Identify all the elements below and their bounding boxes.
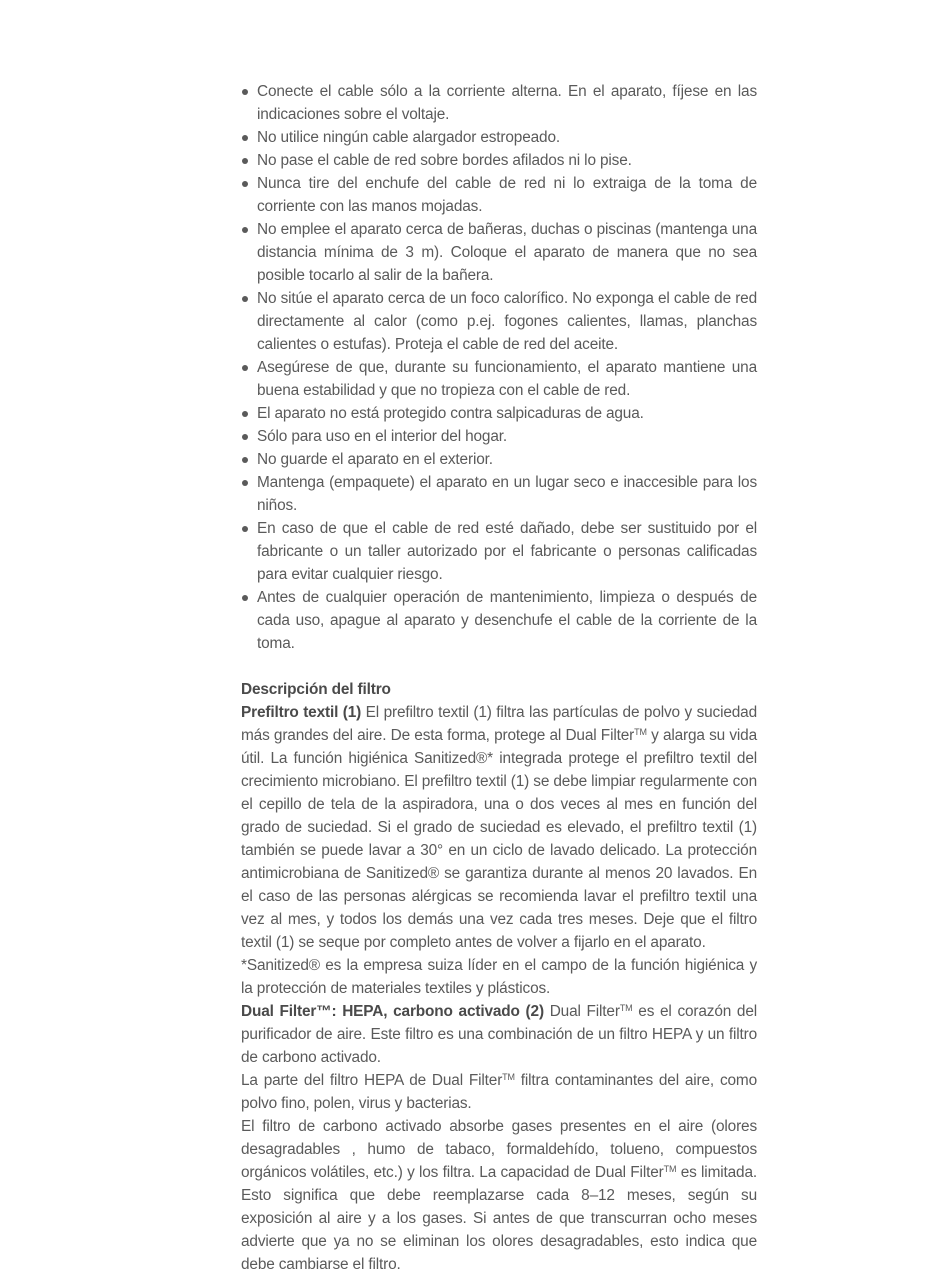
safety-instructions-list xyxy=(241,80,757,655)
list-item: Nunca tire del enchufe del cable de red ni lo extraiga de la toma de corriente con las manos mojadas. xyxy=(241,172,757,218)
list-item: En caso de que el cable de red esté dañado, debe ser sustituido por el fabricante o un taller autorizado por el fabricante o personas calificadas para evitar cualquier riesgo. xyxy=(241,517,757,586)
list-item: El aparato no está protegido contra salpicaduras de agua. xyxy=(241,402,757,425)
section-title: Descripción del filtro xyxy=(241,681,391,698)
list-item: Mantenga (empaquete) el aparato en un lugar seco e inaccesible para los niños. xyxy=(241,471,757,517)
carbon-paragraph xyxy=(241,1115,757,1276)
list-item: No pase el cable de red sobre bordes afilados ni lo pise. xyxy=(241,149,757,172)
trademark-mark: TM xyxy=(634,727,647,737)
carbon-text-b: es limitada. Esto significa que debe reemplazarse cada 8–12 meses, según su exposición al aire y a los gases. Si antes de que transcurran ocho meses advierte que ya no se eliminan los olores desagradables, esto indica que debe cambiarse el filtro. xyxy=(241,1164,757,1273)
section-spacer xyxy=(241,655,757,678)
list-item: Asegúrese de que, durante su funcionamiento, el aparato mantiene una buena estabilidad y que no tropieza con el cable de red. xyxy=(241,356,757,402)
manual-page xyxy=(241,80,757,1276)
prefilter-text-a: El prefiltro textil (1) filtra las partículas de polvo y suciedad más grandes del aire. De esta forma, protege al Dual Filter xyxy=(241,704,757,744)
list-item: No sitúe el aparato cerca de un foco calorífico. No exponga el cable de red directamente al calor (como p.ej. fogones calientes, llamas, planchas calientes o estufas). Proteja el cable de red del aceite. xyxy=(241,287,757,356)
list-item: Conecte el cable sólo a la corriente alterna. En el aparato, fíjese en las indicaciones sobre el voltaje. xyxy=(241,80,757,126)
list-item: No emplee el aparato cerca de bañeras, duchas o piscinas (mantenga una distancia mínima de 3 m). Coloque el aparato de manera que no sea posible tocarlo al salir de la bañera. xyxy=(241,218,757,287)
trademark-mark: TM xyxy=(663,1164,677,1174)
prefilter-paragraph xyxy=(241,701,757,954)
list-item: No guarde el aparato en el exterior. xyxy=(241,448,757,471)
carbon-text-a: El filtro de carbono activado absorbe gases presentes en el aire (olores desagradables , humo de tabaco, formaldehído, tolueno, compuestos orgánicos volátiles, etc.) y los filtra. La capacidad de Dual Filter xyxy=(241,1118,757,1181)
trademark-mark: TM xyxy=(619,1003,633,1013)
hepa-paragraph xyxy=(241,1069,757,1115)
footnote-paragraph: *Sanitized® es la empresa suiza líder en el campo de la función higiénica y la protección de materiales textiles y plásticos. xyxy=(241,957,757,997)
dual-filter-text-a: Dual Filter xyxy=(543,1003,620,1020)
dual-filter-heading: Dual Filter™: HEPA, carbono activado (2) xyxy=(241,1003,544,1020)
hepa-text-a: La parte del filtro HEPA de Dual Filter xyxy=(241,1072,503,1089)
prefilter-heading: Prefiltro textil (1) xyxy=(241,704,362,721)
dual-filter-text-b: es el corazón del purificador de aire. Este filtro es una combinación de un filtro HEPA y un filtro de carbono activado. xyxy=(241,1003,758,1066)
prefilter-text-b: y alarga su vida útil. La función higiénica Sanitized®* integrada protege el prefiltro textil del crecimiento microbiano. El prefiltro textil (1) se debe limpiar regularmente con el cepillo de tela de la aspiradora, una o dos veces al mes en función del grado de suciedad. Si el grado de suciedad es elevado, el prefiltro textil (1) también se puede lavar a 30° en un ciclo de lavado delicado. La protección antimicrobiana de Sanitized® se garantiza durante al menos 20 lavados. En el caso de las personas alérgicas se recomienda lavar el prefiltro textil una vez al mes, y todos los demás una vez cada tres meses. Deje que el filtro textil (1) se seque por completo antes de volver a fijarlo en el aparato. xyxy=(241,727,757,951)
list-item: Sólo para uso en el interior del hogar. xyxy=(241,425,757,448)
list-item: Antes de cualquier operación de mantenimiento, limpieza o después de cada uso, apague al aparato y desenchufe el cable de la corriente de la toma. xyxy=(241,586,757,655)
hepa-text-b: filtra contaminantes del aire, como polvo fino, polen, virus y bacterias. xyxy=(241,1072,757,1112)
list-item: No utilice ningún cable alargador estropeado. xyxy=(241,126,757,149)
dual-filter-paragraph xyxy=(241,1000,757,1069)
trademark-mark: TM xyxy=(502,1072,515,1082)
